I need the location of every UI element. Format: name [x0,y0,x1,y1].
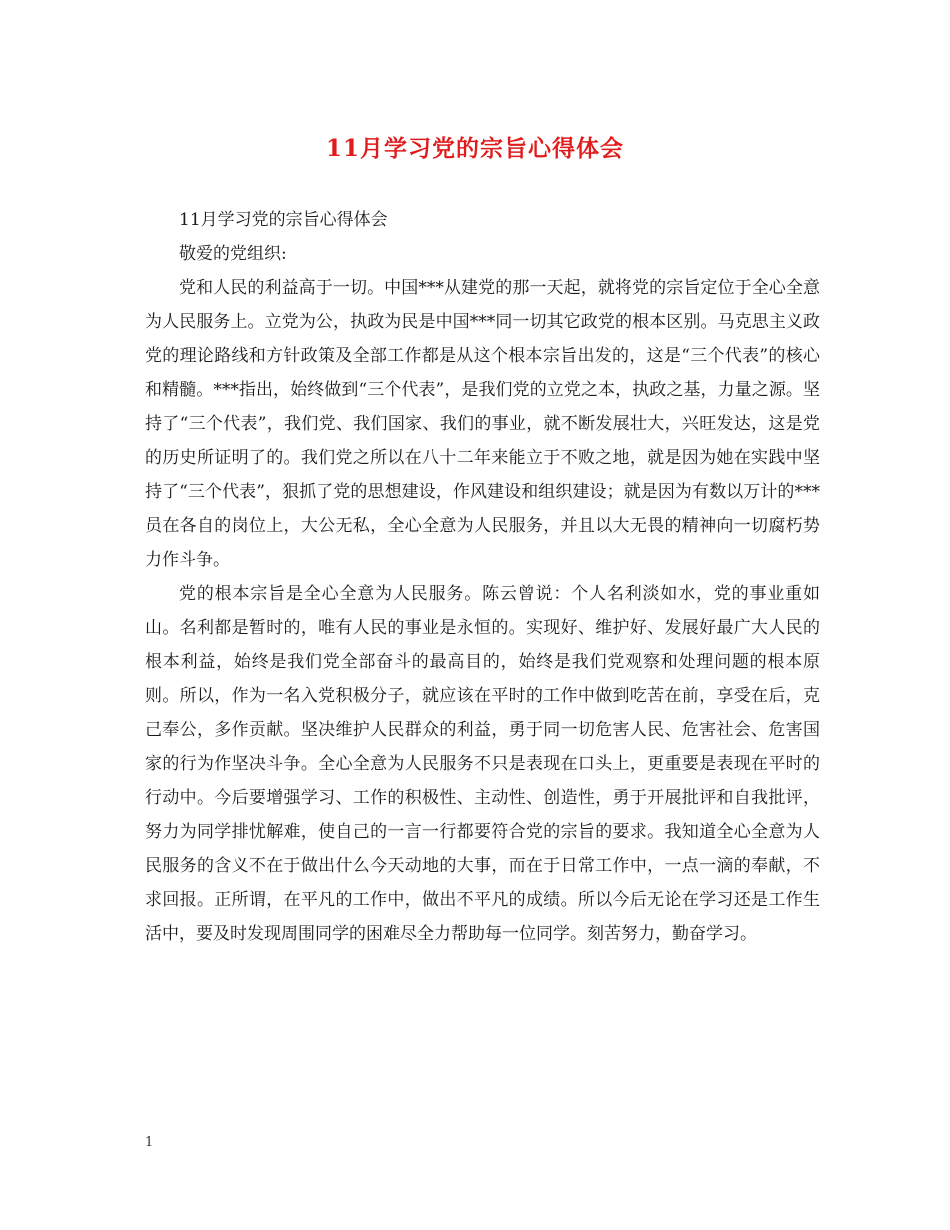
document-title: 11月学习党的宗旨心得体会 [325,135,624,162]
subtitle-line: 11月学习党的宗旨心得体会 [179,210,388,230]
page-number: 1 [145,1135,154,1150]
salutation-line: 敬爱的党组织: [179,244,287,264]
document-body [145,203,820,951]
paragraph-2: 党的根本宗旨是全心全意为人民服务。陈云曾说：个人名利淡如水，党的事业重如山。名利都是暂时的，唯有人民的事业是永恒的。实现好、维护好、发展好最广大人民的根本利益，始终是我们党全部奋斗的最高目的，始终是我们党观察和处理问题的根本原则。所以，作为一名入党积极分子，就应该在平时的工作中做到吃苦在前，享受在后，克己奉公，多作贡献。坚决维护人民群众的利益，勇于同一切危害人民、危害社会、危害国家的行为作坚决斗争。全心全意为人民服务不只是表现在口头上，更重要是表现在平时的行动中。今后要增强学习、工作的积极性、主动性、创造性，勇于开展批评和自我批评，努力为同学排忧解难，使自己的一言一行都要符合党的宗旨的要求。我知道全心全意为人民服务的含义不在于做出什么今天动地的大事，而在于日常工作中，一点一滴的奉献，不求回报。正所谓，在平凡的工作中，做出不平凡的成绩。所以今后无论在学习还是工作生活中，要及时发现周围同学的困难尽全力帮助每一位同学。刻苦努力，勤奋学习。 [145,584,820,944]
paragraph-1: 党和人民的利益高于一切。中国***从建党的那一天起，就将党的宗旨定位于全心全意为人民服务上。立党为公，执政为民是中国***同一切其它政党的根本区别。马克思主义政党的理论路线和方针政策及全部工作都是从这个根本宗旨出发的，这是“三个代表”的核心和精髓。***指出，始终做到“三个代表”，是我们党的立党之本，执政之基，力量之源。坚持了“三个代表”，我们党、我们国家、我们的事业，就不断发展壮大，兴旺发达，这是党的历史所证明了的。我们党之所以在八十二年来能立于不败之地，就是因为她在实践中坚持了“三个代表”，狠抓了党的思想建设，作风建设和组织建设；就是因为有数以万计的***员在各自的岗位上，大公无私，全心全意为人民服务，并且以大无畏的精神向一切腐朽势力作斗争。 [145,278,820,570]
